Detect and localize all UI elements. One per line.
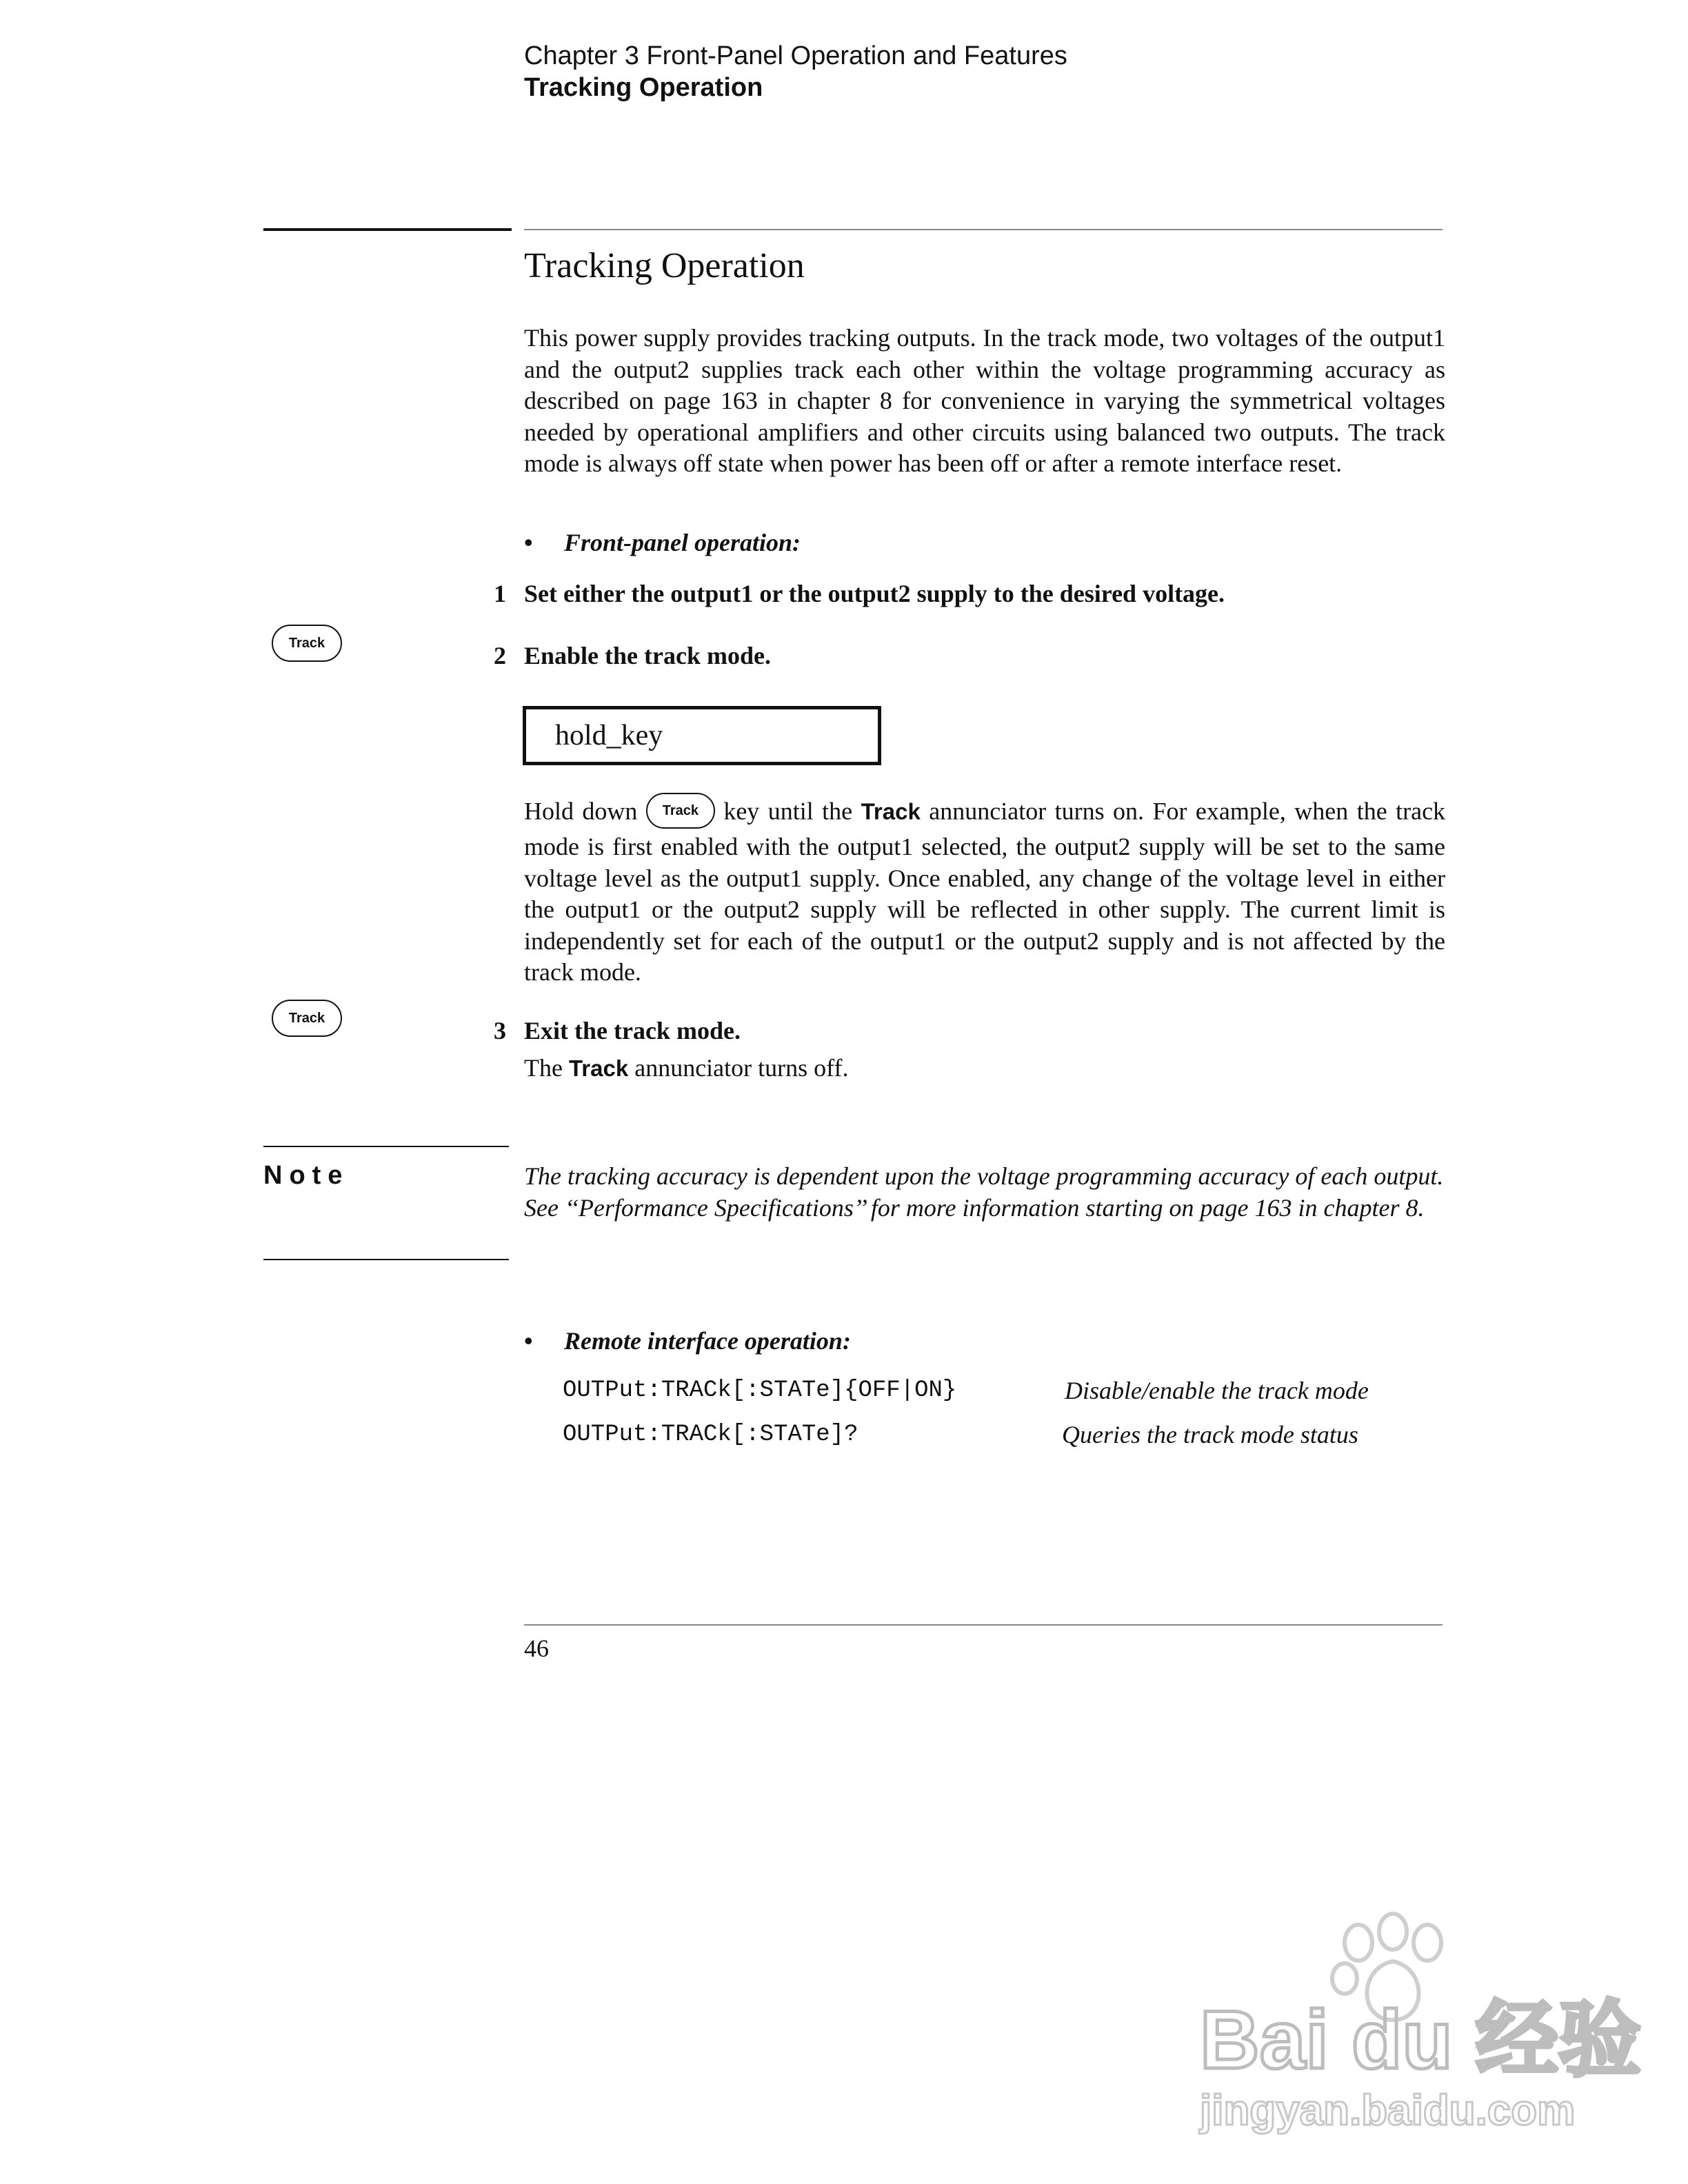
hold-text-after: annunciator turns on. For example, when the track mode is first enabled with the output1 selected, the output2 supply will be set to the same voltage level as the output1 supply. Once enabled, any change of the voltage level in either the output1 or the output2 supply will be reflected in other supply. The current limit is independently set for each of the output1 or the output2 supply and is not affected by the track mode.	[524, 797, 1446, 986]
step-3-text: Exit the track mode.	[524, 1017, 741, 1044]
bullet-icon: •	[524, 529, 533, 556]
note-rule-bottom	[263, 1259, 509, 1260]
hold-text-mid: key until the	[723, 797, 853, 825]
remote-heading	[524, 1326, 851, 1355]
track-annunciator-exit: Track	[568, 1055, 629, 1081]
hold-paragraph	[524, 796, 1445, 989]
note-rule-top	[263, 1146, 509, 1147]
front-panel-heading-text: Front-panel operation:	[564, 529, 801, 556]
track-key-icon: Track	[272, 625, 342, 662]
baidu-watermark	[1186, 1903, 1642, 2137]
track-annunciator: Track	[861, 798, 921, 825]
running-header-section: Tracking Operation	[524, 73, 763, 102]
note-label: Note	[263, 1161, 350, 1190]
track-key-side-1[interactable]	[272, 625, 342, 662]
track-key-icon: Track	[272, 1000, 342, 1037]
exit-paragraph	[524, 1053, 848, 1082]
footer-rule	[524, 1624, 1443, 1626]
watermark-brand: Bai du 经验	[1200, 1994, 1642, 2086]
step-1-text: Set either the output1 or the output2 supply to the desired voltage.	[524, 580, 1225, 607]
step-2-text: Enable the track mode.	[524, 642, 771, 669]
command-2-description: Queries the track mode status	[1062, 1421, 1358, 1448]
paw-logo-icon	[1186, 1903, 1642, 2137]
step-2-number: 2	[494, 642, 506, 669]
track-key-inline-icon[interactable]: Track	[646, 793, 715, 829]
hold-key-box: hold_key	[523, 706, 881, 765]
section-rule-right	[524, 229, 1443, 230]
page-number: 46	[524, 1635, 549, 1662]
exit-text-before: The	[524, 1054, 563, 1082]
section-rule-left	[263, 228, 512, 231]
step-3-number: 3	[494, 1017, 506, 1044]
running-header-chapter: Chapter 3 Front-Panel Operation and Features	[524, 41, 1067, 70]
bullet-icon: •	[524, 1327, 533, 1355]
track-key-side-2[interactable]	[272, 1000, 342, 1037]
front-panel-heading	[524, 528, 801, 557]
intro-paragraph: This power supply provides tracking outputs. In the track mode, two voltages of the output1 and the output2 supplies track each other within the voltage programming accuracy as described on page 163 in chapter 8 for convenience in varying the symmetrical voltages needed by operational amplifiers and other circuits using balanced two outputs. The track mode is always off state when power has been off or after a remote interface reset.	[524, 324, 1445, 477]
note-text: The tracking accuracy is dependent upon the voltage programming accuracy of each output. See ‘‘Performance Specifications’’ for more information starting on page 163 in chapter 8.	[524, 1162, 1444, 1222]
command-1-description: Disable/enable the track mode	[1065, 1377, 1369, 1404]
command-1: OUTPut:TRACk[:STATe]{OFF|ON}	[563, 1377, 957, 1404]
step-1-number: 1	[494, 580, 506, 607]
page-title: Tracking Operation	[524, 246, 805, 285]
exit-text-after: annunciator turns off.	[634, 1054, 849, 1082]
command-2: OUTPut:TRACk[:STATe]?	[563, 1422, 858, 1448]
watermark-url: jingyan.baidu.com	[1200, 2087, 1576, 2134]
hold-text-before: Hold down	[524, 797, 638, 825]
remote-heading-text: Remote interface operation:	[564, 1327, 851, 1355]
